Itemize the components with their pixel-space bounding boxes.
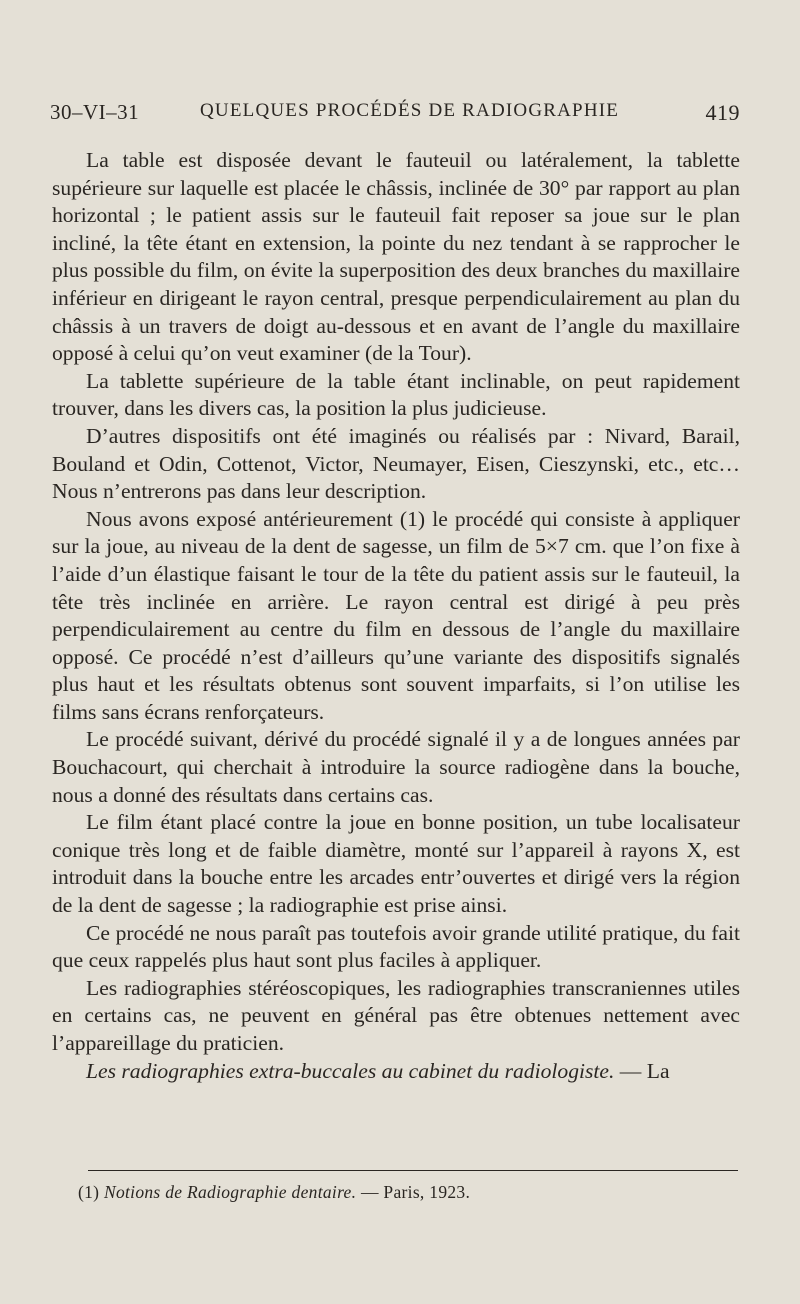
paragraph: Ce procédé ne nous paraît pas toutefois avoir grande utilité pratique, du fait que ceux rappelés plus haut sont plus faciles à appliquer. xyxy=(52,920,740,973)
paragraph: Les radiographies stéréoscopiques, les radiographies transcraniennes utiles en certains cas, ne peuvent en général pas être obtenues nettement avec l’appareillage du praticien. xyxy=(52,975,740,1055)
body-text xyxy=(52,147,740,1085)
footnote-title: Notions de Radiographie dentaire. xyxy=(103,1182,357,1202)
closing-line-rest: — La xyxy=(614,1058,670,1083)
running-head xyxy=(50,100,740,132)
paragraph: Nous avons exposé antérieurement (1) le procédé qui consiste à appliquer sur la joue, au niveau de la dent de sagesse, un film de 5×7 cm. que l’on fixe à l’aide d’un élastique faisant le tour de la tête du patient assis sur le fauteuil, la tête très inclinée en arrière. Le rayon central est dirigé à peu près perpendiculairement au centre du film en dessous de l’angle du maxillaire opposé. Ce procédé n’est d’ailleurs qu’une variante des dispositifs signalés plus haut et les résultats obtenus sont souvent imparfaits, si l’on utilise les films sans écrans renforçateurs. xyxy=(52,506,740,724)
footnote-marker: (1) xyxy=(78,1182,104,1202)
paragraph: D’autres dispositifs ont été imaginés ou réalisés par : Nivard, Barail, Bouland et Odin, Cottenot, Victor, Neumayer, Eisen, Cieszynski, etc., etc… Nous n’entrerons pas dans leur description. xyxy=(52,423,740,504)
running-head-title: QUELQUES PROCÉDÉS DE RADIOGRAPHIE xyxy=(200,100,620,121)
paragraph: Le film étant placé contre la joue en bonne position, un tube localisateur conique très long et de faible diamètre, monté sur l’appareil à rayons X, est introduit dans la bouche entre les arcades entr’ouvertes et dirigé vers la région de la dent de sagesse ; la radiographie est prise ainsi. xyxy=(52,810,740,918)
running-head-date: 30–VI–31 xyxy=(50,100,140,124)
paragraph: Le procédé suivant, dérivé du procédé signalé il y a de longues années par Bouchacourt, qui cherchait à introduire la source radiogène dans la bouche, nous a donné des résultats dans certains cas. xyxy=(52,727,740,807)
page-number: 419 xyxy=(705,100,740,125)
footnote-rest: — Paris, 1923. xyxy=(356,1182,471,1202)
paragraph: La tablette supérieure de la table étant inclinable, on peut rapidement trouver, dans les divers cas, la position la plus judicieuse. xyxy=(52,368,740,421)
footnote-rule xyxy=(88,1170,738,1171)
section-heading-italic: Les radiographies extra-buccales au cabinet du radiologiste. xyxy=(86,1058,615,1083)
closing-line xyxy=(52,1058,740,1086)
paragraph: La table est disposée devant le fauteuil ou latéralement, la tablette supérieure sur laquelle est placée le châssis, inclinée de 30° par rapport au plan horizontal ; le patient assis sur le fauteuil fait reposer sa joue sur le plan incliné, la tête étant en extension, la pointe du nez tendant à se rapprocher le plus possible du film, on évite la superposition des deux branches du maxillaire inférieur en dirigeant le rayon central, presque perpendiculairement au plan du châssis à un travers de doigt au-dessous et en avant de l’angle du maxillaire opposé à celui qu’on veut examiner (de la Tour). xyxy=(52,148,740,366)
footnote xyxy=(78,1182,470,1203)
